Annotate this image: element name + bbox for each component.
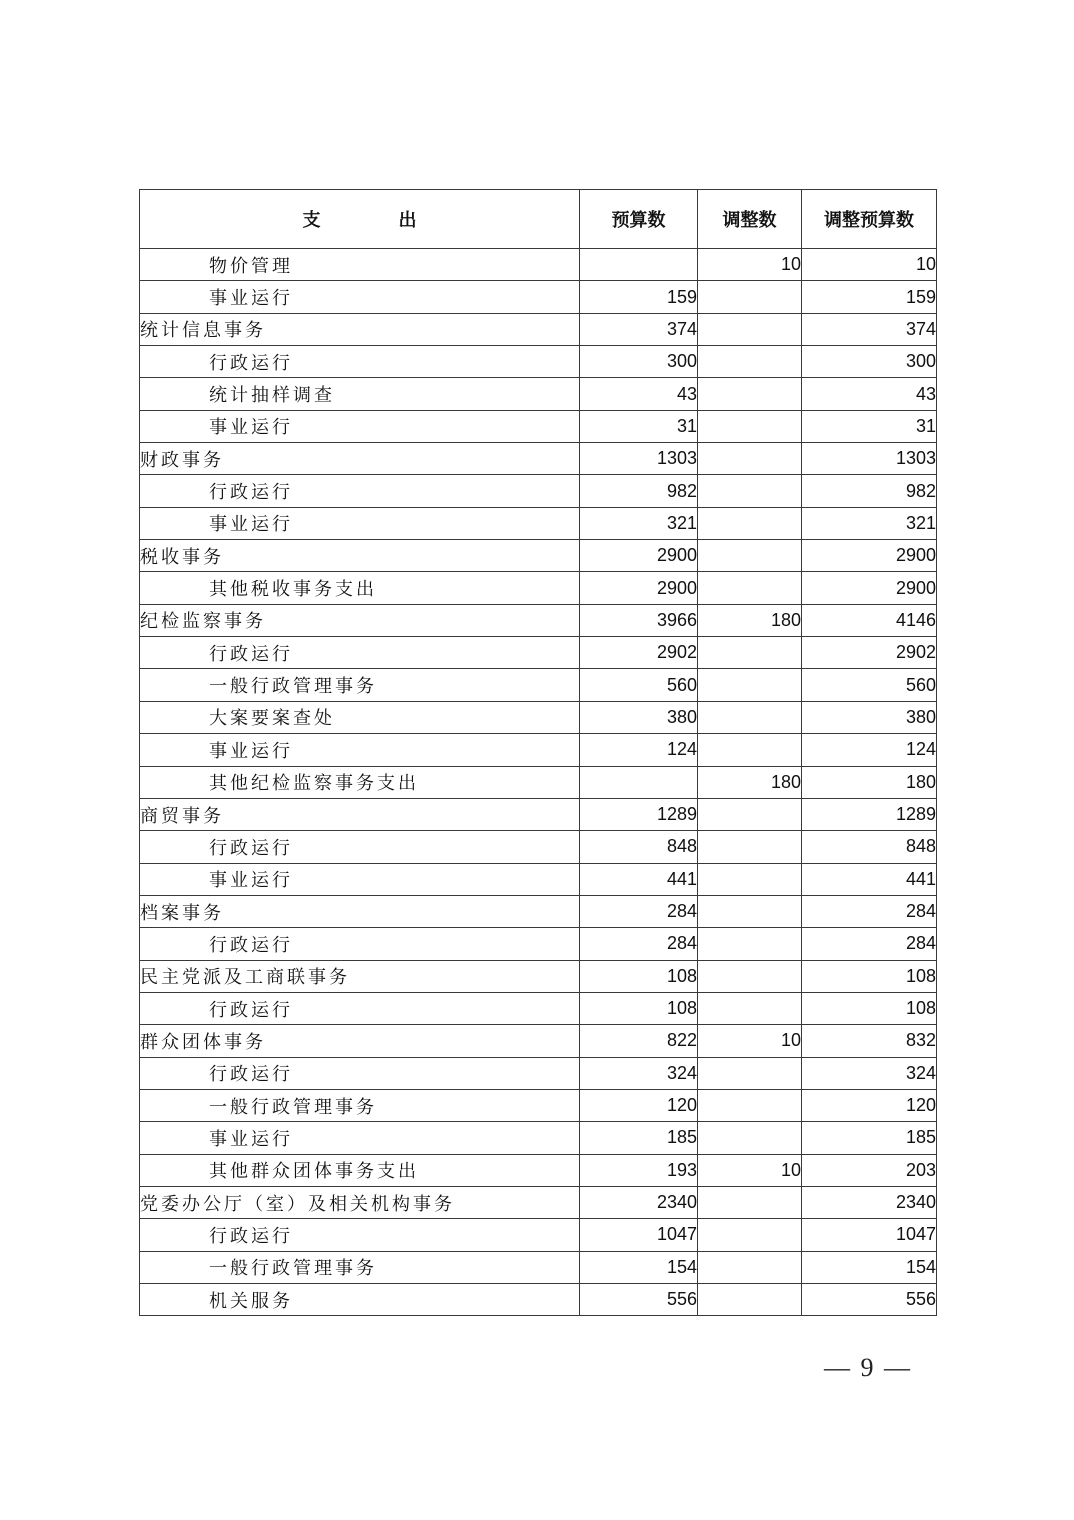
- row-adjustment-value: [698, 507, 802, 539]
- row-item-name: 纪检监察事务: [140, 604, 580, 636]
- row-adjustment-value: [698, 313, 802, 345]
- row-item-name: 行政运行: [140, 992, 580, 1024]
- row-budget-value: 2900: [580, 572, 698, 604]
- row-adjustment-value: [698, 831, 802, 863]
- row-adjustment-value: [698, 443, 802, 475]
- table-row: [140, 928, 937, 960]
- row-adjusted-budget-value: 374: [802, 313, 937, 345]
- row-adjustment-value: [698, 895, 802, 927]
- table-row: [140, 669, 937, 701]
- row-item-name: 其他税收事务支出: [140, 572, 580, 604]
- row-item-name: 一般行政管理事务: [140, 1251, 580, 1283]
- row-item-name: 民主党派及工商联事务: [140, 960, 580, 992]
- row-item-name: 行政运行: [140, 475, 580, 507]
- row-adjusted-budget-value: 324: [802, 1057, 937, 1089]
- table-row: [140, 475, 937, 507]
- row-budget-value: 124: [580, 734, 698, 766]
- row-adjusted-budget-value: 120: [802, 1089, 937, 1121]
- row-adjustment-value: [698, 281, 802, 313]
- row-adjustment-value: [698, 701, 802, 733]
- budget-adjustment-table: [139, 189, 937, 1316]
- row-item-name: 商贸事务: [140, 798, 580, 830]
- row-item-name: 行政运行: [140, 1219, 580, 1251]
- header-expenditure: [140, 190, 580, 249]
- row-budget-value: 2900: [580, 540, 698, 572]
- row-adjusted-budget-value: 180: [802, 766, 937, 798]
- header-budget: 预算数: [580, 190, 698, 249]
- row-item-name: 党委办公厅（室）及相关机构事务: [140, 1186, 580, 1218]
- row-budget-value: 108: [580, 992, 698, 1024]
- row-adjusted-budget-value: 2900: [802, 540, 937, 572]
- row-item-name: 事业运行: [140, 1122, 580, 1154]
- row-budget-value: 108: [580, 960, 698, 992]
- row-budget-value: 1303: [580, 443, 698, 475]
- row-adjustment-value: 180: [698, 766, 802, 798]
- row-adjusted-budget-value: 2900: [802, 572, 937, 604]
- row-budget-value: 556: [580, 1284, 698, 1316]
- row-adjusted-budget-value: 108: [802, 992, 937, 1024]
- row-adjustment-value: 180: [698, 604, 802, 636]
- row-item-name: 其他群众团体事务支出: [140, 1154, 580, 1186]
- row-budget-value: [580, 766, 698, 798]
- row-adjustment-value: [698, 475, 802, 507]
- row-adjusted-budget-value: 159: [802, 281, 937, 313]
- row-adjusted-budget-value: 284: [802, 895, 937, 927]
- row-item-name: 档案事务: [140, 895, 580, 927]
- row-adjusted-budget-value: 10: [802, 249, 937, 281]
- row-adjusted-budget-value: 124: [802, 734, 937, 766]
- table-row: [140, 734, 937, 766]
- row-budget-value: 822: [580, 1025, 698, 1057]
- table-row: [140, 798, 937, 830]
- row-budget-value: 1289: [580, 798, 698, 830]
- row-budget-value: 321: [580, 507, 698, 539]
- table-row: [140, 766, 937, 798]
- table-row: [140, 863, 937, 895]
- row-adjustment-value: [698, 637, 802, 669]
- row-budget-value: 43: [580, 378, 698, 410]
- table-row: [140, 1186, 937, 1218]
- table-row: [140, 992, 937, 1024]
- header-adjustment: 调整数: [698, 190, 802, 249]
- row-budget-value: 300: [580, 346, 698, 378]
- row-adjustment-value: [698, 928, 802, 960]
- row-budget-value: 380: [580, 701, 698, 733]
- row-budget-value: 3966: [580, 604, 698, 636]
- table-body: [140, 249, 937, 1316]
- row-budget-value: 284: [580, 928, 698, 960]
- row-adjustment-value: [698, 1251, 802, 1283]
- row-item-name: 事业运行: [140, 410, 580, 442]
- row-budget-value: [580, 249, 698, 281]
- row-adjustment-value: [698, 346, 802, 378]
- row-adjustment-value: [698, 1057, 802, 1089]
- row-adjustment-value: [698, 1284, 802, 1316]
- table-row: [140, 572, 937, 604]
- header-expenditure-part2: 出: [398, 210, 417, 231]
- row-adjusted-budget-value: 321: [802, 507, 937, 539]
- row-adjustment-value: 10: [698, 249, 802, 281]
- row-item-name: 行政运行: [140, 346, 580, 378]
- row-budget-value: 284: [580, 895, 698, 927]
- row-budget-value: 324: [580, 1057, 698, 1089]
- row-adjusted-budget-value: 1289: [802, 798, 937, 830]
- row-item-name: 其他纪检监察事务支出: [140, 766, 580, 798]
- row-adjustment-value: [698, 540, 802, 572]
- table-row: [140, 540, 937, 572]
- row-adjusted-budget-value: 203: [802, 1154, 937, 1186]
- table-row: [140, 507, 937, 539]
- row-adjusted-budget-value: 848: [802, 831, 937, 863]
- row-item-name: 行政运行: [140, 1057, 580, 1089]
- table-row: [140, 1122, 937, 1154]
- row-adjustment-value: [698, 960, 802, 992]
- row-item-name: 税收事务: [140, 540, 580, 572]
- row-adjusted-budget-value: 1047: [802, 1219, 937, 1251]
- table-row: [140, 346, 937, 378]
- row-adjusted-budget-value: 4146: [802, 604, 937, 636]
- table-row: [140, 604, 937, 636]
- row-item-name: 一般行政管理事务: [140, 669, 580, 701]
- row-item-name: 群众团体事务: [140, 1025, 580, 1057]
- row-adjusted-budget-value: 380: [802, 701, 937, 733]
- row-item-name: 一般行政管理事务: [140, 1089, 580, 1121]
- table-row: [140, 895, 937, 927]
- row-item-name: 事业运行: [140, 734, 580, 766]
- row-adjusted-budget-value: 560: [802, 669, 937, 701]
- row-item-name: 统计抽样调查: [140, 378, 580, 410]
- row-adjustment-value: [698, 410, 802, 442]
- row-adjusted-budget-value: 31: [802, 410, 937, 442]
- table-row: [140, 1251, 937, 1283]
- row-item-name: 机关服务: [140, 1284, 580, 1316]
- row-budget-value: 2340: [580, 1186, 698, 1218]
- row-item-name: 大案要案查处: [140, 701, 580, 733]
- row-adjusted-budget-value: 43: [802, 378, 937, 410]
- row-adjustment-value: 10: [698, 1025, 802, 1057]
- table-row: [140, 443, 937, 475]
- row-adjusted-budget-value: 300: [802, 346, 937, 378]
- row-budget-value: 1047: [580, 1219, 698, 1251]
- table-row: [140, 281, 937, 313]
- row-budget-value: 193: [580, 1154, 698, 1186]
- row-item-name: 行政运行: [140, 637, 580, 669]
- row-adjusted-budget-value: 832: [802, 1025, 937, 1057]
- table-row: [140, 1025, 937, 1057]
- row-adjusted-budget-value: 284: [802, 928, 937, 960]
- row-item-name: 行政运行: [140, 831, 580, 863]
- table-row: [140, 249, 937, 281]
- row-adjustment-value: [698, 863, 802, 895]
- table-row: [140, 1154, 937, 1186]
- row-adjustment-value: [698, 992, 802, 1024]
- row-item-name: 财政事务: [140, 443, 580, 475]
- row-adjustment-value: [698, 734, 802, 766]
- header-expenditure-part1: 支: [302, 210, 321, 231]
- row-adjusted-budget-value: 108: [802, 960, 937, 992]
- header-adjusted-budget: 调整预算数: [802, 190, 937, 249]
- row-budget-value: 154: [580, 1251, 698, 1283]
- row-budget-value: 120: [580, 1089, 698, 1121]
- row-item-name: 统计信息事务: [140, 313, 580, 345]
- row-budget-value: 185: [580, 1122, 698, 1154]
- row-adjusted-budget-value: 556: [802, 1284, 937, 1316]
- row-budget-value: 159: [580, 281, 698, 313]
- row-item-name: 行政运行: [140, 928, 580, 960]
- table-row: [140, 1057, 937, 1089]
- row-adjusted-budget-value: 2340: [802, 1186, 937, 1218]
- table-row: [140, 701, 937, 733]
- row-adjusted-budget-value: 185: [802, 1122, 937, 1154]
- row-budget-value: 982: [580, 475, 698, 507]
- table-row: [140, 1219, 937, 1251]
- row-adjusted-budget-value: 441: [802, 863, 937, 895]
- row-budget-value: 374: [580, 313, 698, 345]
- table-row: [140, 378, 937, 410]
- row-adjustment-value: [698, 1122, 802, 1154]
- table-row: [140, 1089, 937, 1121]
- row-adjusted-budget-value: 982: [802, 475, 937, 507]
- row-adjustment-value: [698, 1219, 802, 1251]
- row-adjustment-value: [698, 798, 802, 830]
- table-row: [140, 637, 937, 669]
- row-adjusted-budget-value: 2902: [802, 637, 937, 669]
- row-adjusted-budget-value: 154: [802, 1251, 937, 1283]
- row-budget-value: 441: [580, 863, 698, 895]
- row-item-name: 事业运行: [140, 863, 580, 895]
- table-header: [140, 190, 937, 249]
- row-item-name: 物价管理: [140, 249, 580, 281]
- table-row: [140, 1284, 937, 1316]
- row-adjustment-value: [698, 669, 802, 701]
- row-budget-value: 2902: [580, 637, 698, 669]
- row-adjustment-value: [698, 572, 802, 604]
- row-adjusted-budget-value: 1303: [802, 443, 937, 475]
- table-row: [140, 313, 937, 345]
- row-budget-value: 31: [580, 410, 698, 442]
- row-adjustment-value: [698, 378, 802, 410]
- row-budget-value: 560: [580, 669, 698, 701]
- table-row: [140, 831, 937, 863]
- header-row: [140, 190, 937, 249]
- row-adjustment-value: [698, 1089, 802, 1121]
- row-item-name: 事业运行: [140, 281, 580, 313]
- row-item-name: 事业运行: [140, 507, 580, 539]
- page-number: — 9 —: [824, 1353, 912, 1382]
- row-adjustment-value: [698, 1186, 802, 1218]
- table-row: [140, 410, 937, 442]
- row-adjustment-value: 10: [698, 1154, 802, 1186]
- table-row: [140, 960, 937, 992]
- row-budget-value: 848: [580, 831, 698, 863]
